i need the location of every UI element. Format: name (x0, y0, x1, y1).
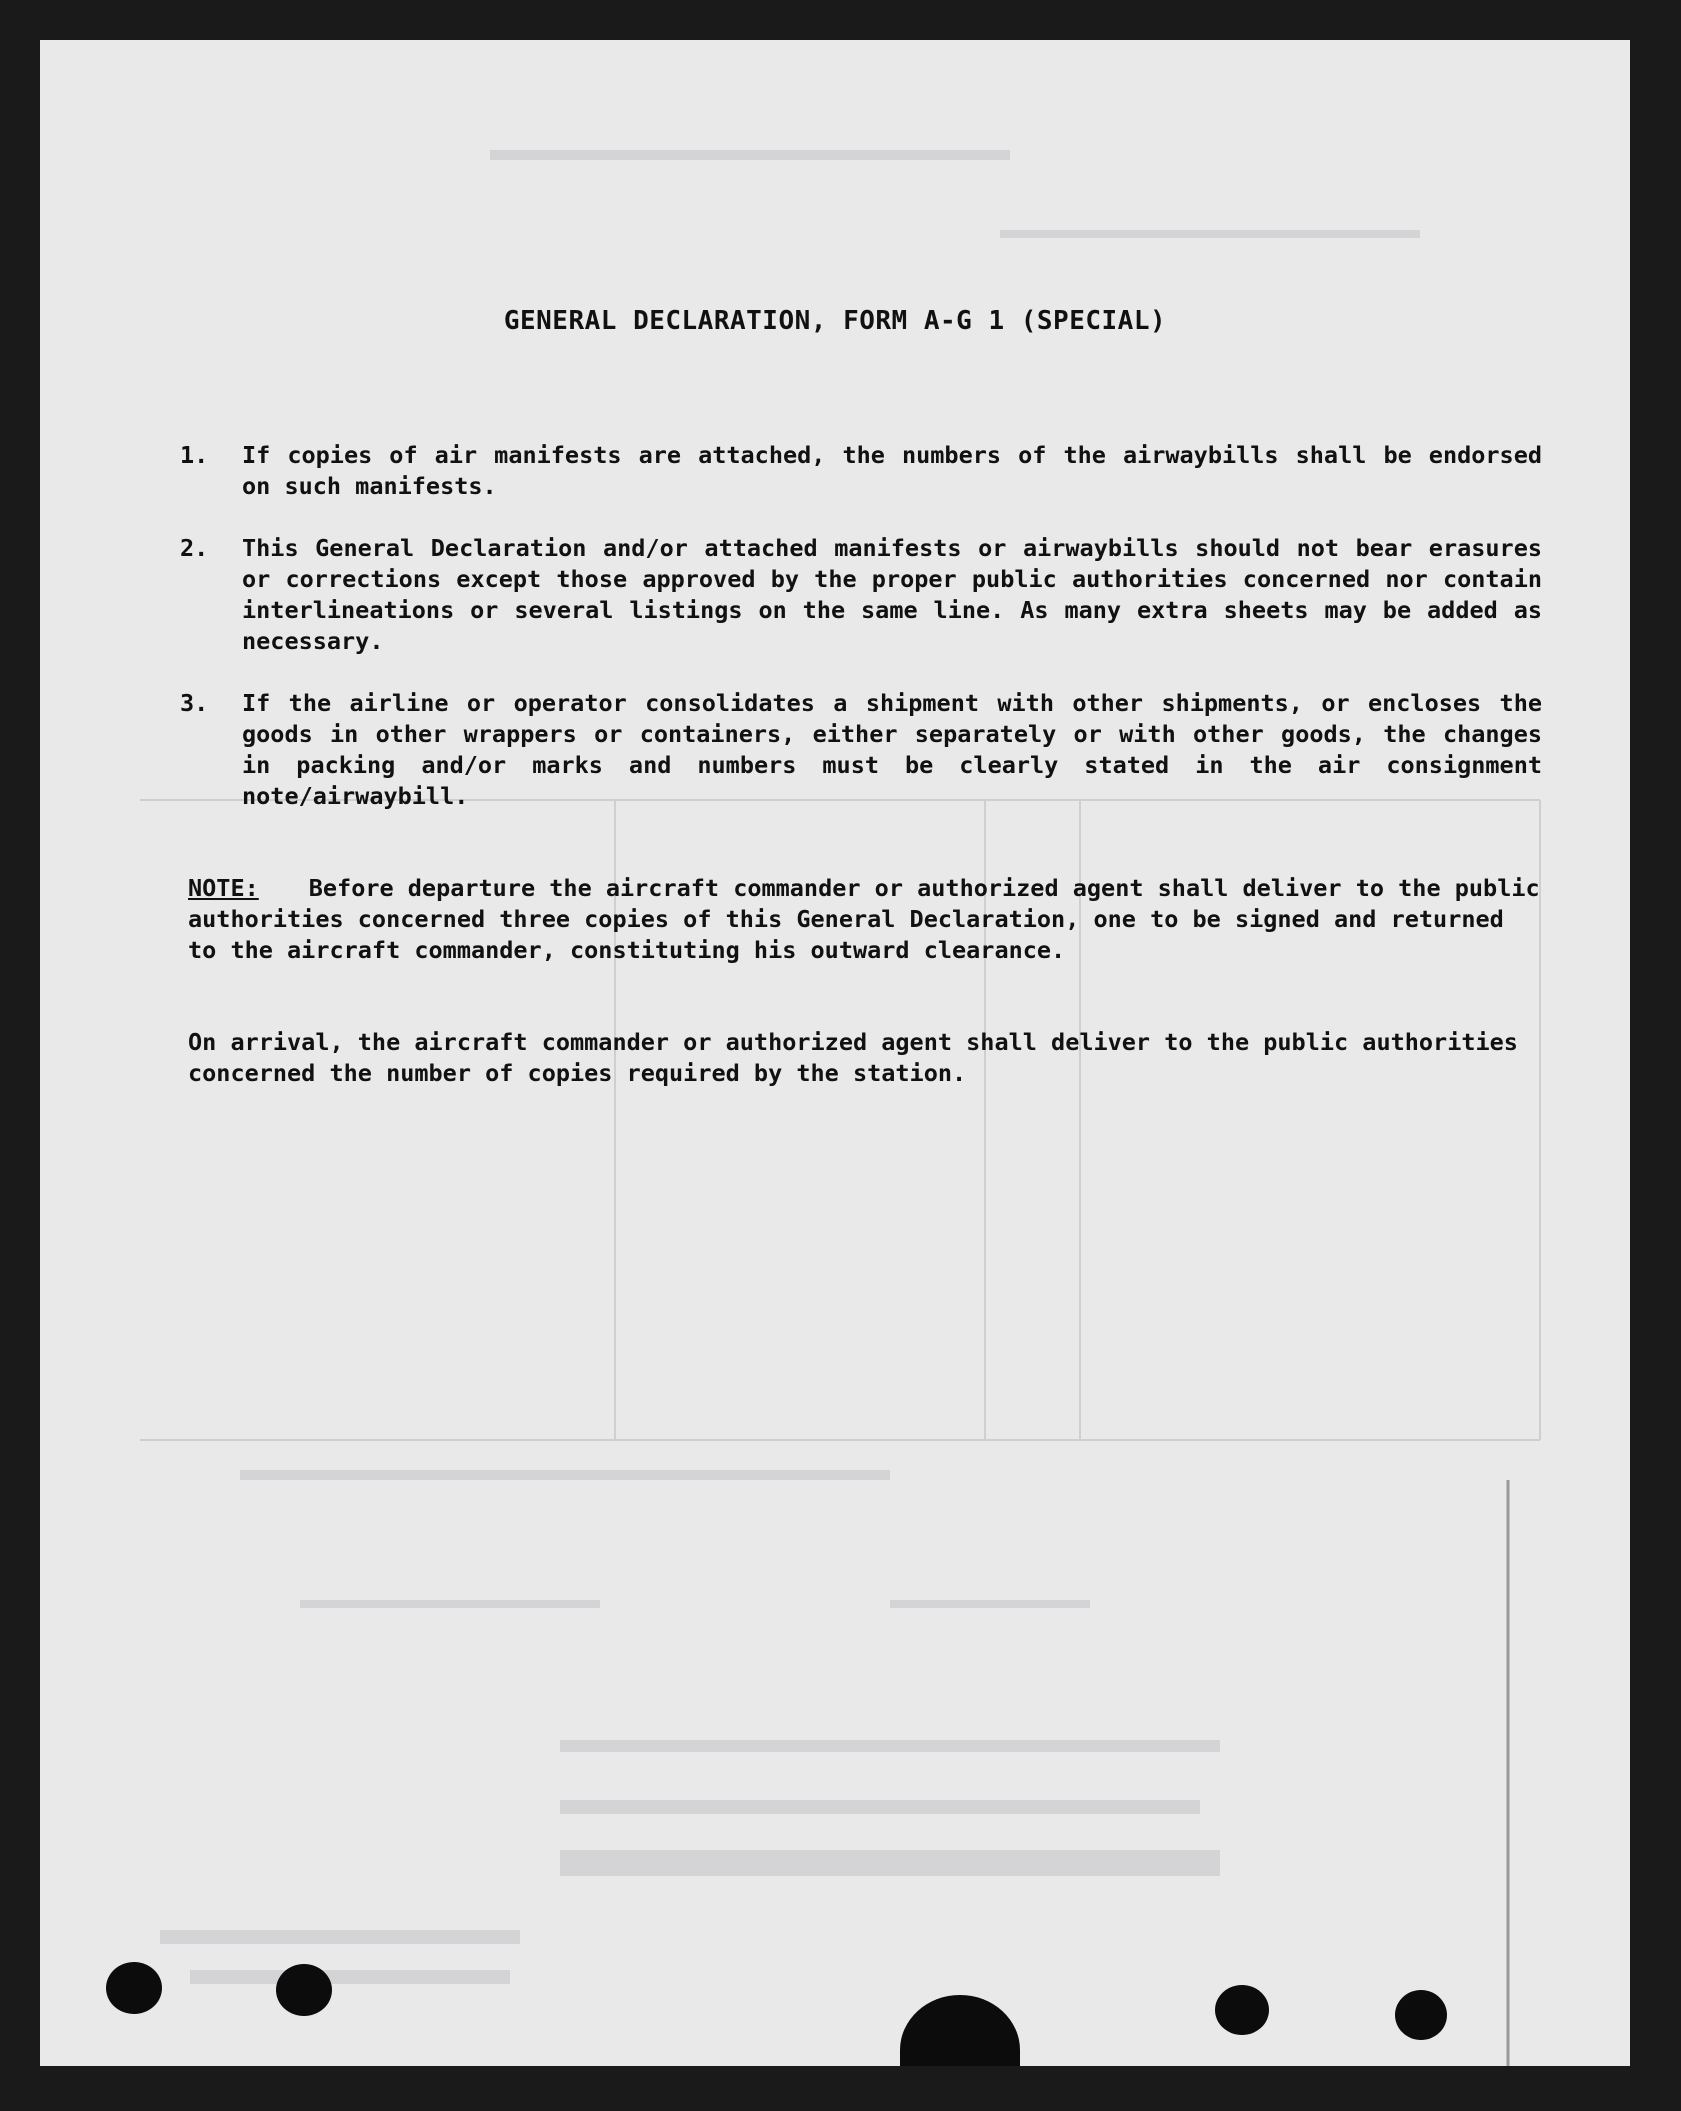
item-number: 1. (180, 441, 209, 469)
note-text: Before departure the aircraft commander or authorized agent shall deliver to the public authorities concerned three copies of this General Declaration, one to be signed and returned to the aircraft commander, constituting his outward clearance. (188, 874, 1540, 964)
punch-hole (276, 1964, 332, 2016)
document-page (40, 40, 1630, 2066)
item-text: If copies of air manifests are attached, the numbers of the airwaybills shall be endorsed on such manifests. (242, 441, 1542, 500)
torn-edge-mark (900, 1995, 1020, 2066)
punch-hole (1215, 1985, 1269, 2035)
note-paragraph (188, 873, 1540, 966)
punch-hole (1395, 1990, 1447, 2040)
punch-hole (106, 1962, 162, 2014)
note-label: NOTE: (188, 874, 259, 902)
arrival-paragraph: On arrival, the aircraft commander or authorized agent shall deliver to the public authorities concerned the number of copies required by the station. (188, 1028, 1518, 1087)
item-number: 2. (180, 534, 209, 562)
item-text: This General Declaration and/or attached manifests or airwaybills should not bear erasures or corrections except those approved by the proper public authorities concerned nor contain interlineations or several listings on the same line. As many extra sheets may be added as necessary. (242, 534, 1542, 655)
declaration-title: GENERAL DECLARATION, FORM A-G 1 (SPECIAL) (503, 306, 1167, 336)
item-number: 3. (180, 689, 209, 717)
item-text: If the airline or operator consolidates a shipment with other shipments, or encloses the goods in other wrappers or containers, either separately or with other goods, the changes in packing and/or marks and numbers must be clearly stated in the air consignment note/airwaybill. (242, 689, 1542, 810)
